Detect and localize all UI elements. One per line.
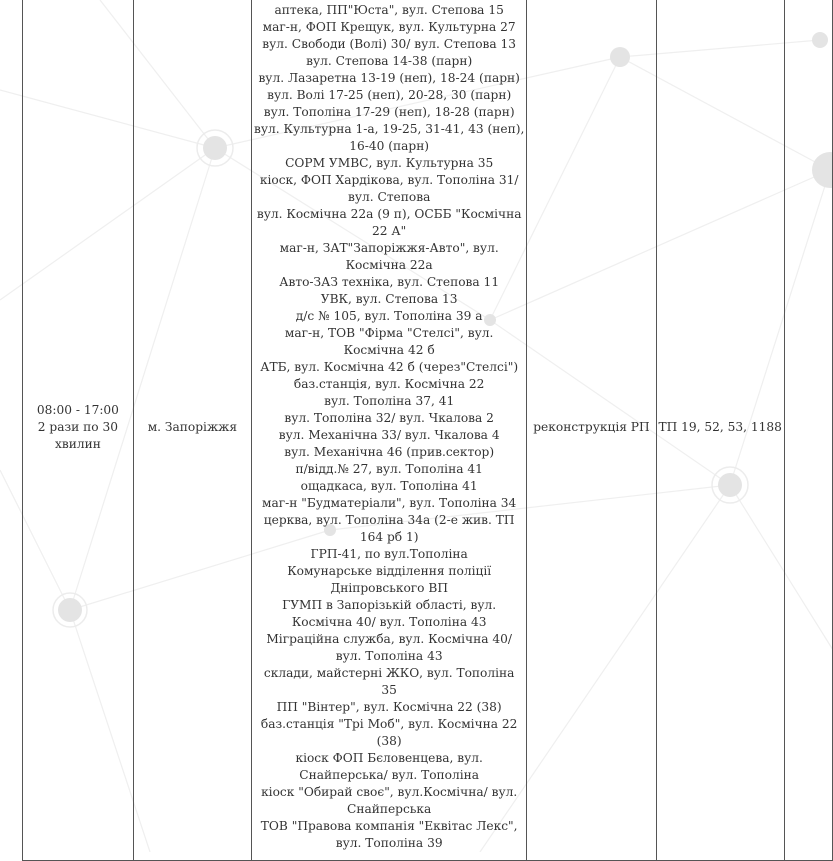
city-name: м. Запоріжжя [147, 419, 238, 434]
address-line: Комунарське відділення поліції [287, 564, 492, 578]
address-line: вул. Тополіна 37, 41 [324, 394, 455, 408]
address-line: вул. Тополіна 39 [335, 836, 443, 850]
address-line: СОРМ УМВС, вул. Культурна 35 [285, 156, 494, 170]
address-line: 22 А" [372, 224, 407, 238]
address-list [254, 2, 524, 852]
address-line: вул. Космічна 22а (9 п), ОСББ "Космічна [256, 207, 522, 221]
frequency-line-2: хвилин [54, 436, 101, 451]
address-line: Авто-ЗАЗ техніка, вул. Степова 11 [279, 275, 500, 289]
frequency-line-1: 2 рази по 30 [37, 419, 118, 434]
address-line: УВК, вул. Степова 13 [320, 292, 458, 306]
address-line: вул. Свободи (Волі) 30/ вул. Степова 13 [262, 37, 517, 51]
outage-schedule-table [22, 0, 833, 861]
address-line: ощадкаса, вул. Тополіна 41 [300, 479, 478, 493]
address-line: баз.станція "Трі Моб", вул. Космічна 22 [260, 717, 518, 731]
address-line: маг-н, ФОП Крещук, вул. Культурна 27 [262, 20, 516, 34]
address-line: Космічна 40/ вул. Тополіна 43 [291, 615, 487, 629]
addresses-cell [251, 0, 526, 861]
address-line: вул. Лазаретна 13-19 (неп), 18-24 (парн) [258, 71, 520, 85]
address-line: кіоск ФОП Бєловенцева, вул. [295, 751, 483, 765]
address-line: вул. Степова 14-38 (парн) [306, 54, 473, 68]
time-range: 08:00 - 17:00 [36, 402, 119, 417]
address-line: д/с № 105, вул. Тополіна 39 а [295, 309, 483, 323]
address-line: Снайперська [347, 802, 432, 816]
empty-cell [784, 0, 832, 861]
address-line: вул. Механічна 46 (прив.сектор) [284, 445, 495, 459]
address-line: склади, майстерні ЖКО, вул. Тополіна [263, 666, 515, 680]
substations: ТП 19, 52, 53, 1188 [658, 419, 782, 434]
address-line: АТБ, вул. Космічна 42 б (через"Стелсі") [260, 360, 519, 374]
city-cell [133, 0, 251, 861]
address-line: кіоск "Обирай своє", вул.Космічна/ вул. [261, 785, 518, 799]
work-type: реконструкція РП [533, 419, 650, 434]
address-line: аптека, ПП"Юста", вул. Степова 15 [274, 3, 504, 17]
address-line: 35 [381, 683, 397, 697]
table-row [23, 0, 833, 861]
address-line: кіоск, ФОП Хардікова, вул. Тополіна 31/ [259, 173, 519, 187]
address-line: маг-н "Будматеріали", вул. Тополіна 34 [262, 496, 517, 510]
address-line: вул. Тополіна 43 [335, 649, 443, 663]
address-line: Космічна 22а [345, 258, 433, 272]
address-line: вул. Механічна 33/ вул. Чкалова 4 [278, 428, 500, 442]
address-line: ГУМП в Запорізькій області, вул. [282, 598, 497, 612]
address-line: Космічна 42 б [343, 343, 435, 357]
address-line: п/відд.№ 27, вул. Тополіна 41 [295, 462, 483, 476]
address-line: ПП "Вінтер", вул. Космічна 22 (38) [276, 700, 502, 714]
address-line: вул. Тополіна 32/ вул. Чкалова 2 [284, 411, 494, 425]
address-line: 16-40 (парн) [349, 139, 430, 153]
address-line: маг-н, ТОВ "Фірма "Стелсі", вул. [284, 326, 494, 340]
substations-cell [656, 0, 784, 861]
address-line: Міграційна служба, вул. Космічна 40/ [266, 632, 512, 646]
address-line: церква, вул. Тополіна 34а (2-е жив. ТП [263, 513, 515, 527]
address-line: ГРП-41, по вул.Тополіна [310, 547, 468, 561]
address-line: 164 рб 1) [359, 530, 419, 544]
address-line: Дніпровського ВП [330, 581, 448, 595]
address-line: вул. Степова [347, 190, 431, 204]
address-line: Снайперська/ вул. Тополіна [299, 768, 480, 782]
address-line: ТОВ "Правова компанія "Еквітас Лекс", [260, 819, 518, 833]
address-line: маг-н, ЗАТ"Запоріжжя-Авто", вул. [279, 241, 499, 255]
work-type-cell [527, 0, 656, 861]
address-line: вул. Культурна 1-а, 19-25, 31-41, 43 (неп), [253, 122, 525, 136]
address-line: (38) [376, 734, 402, 748]
address-line: вул. Волі 17-25 (неп), 20-28, 30 (парн) [267, 88, 512, 102]
time-cell [23, 0, 134, 861]
address-line: баз.станція, вул. Космічна 22 [293, 377, 485, 391]
address-line: вул. Тополіна 17-29 (неп), 18-28 (парн) [263, 105, 515, 119]
